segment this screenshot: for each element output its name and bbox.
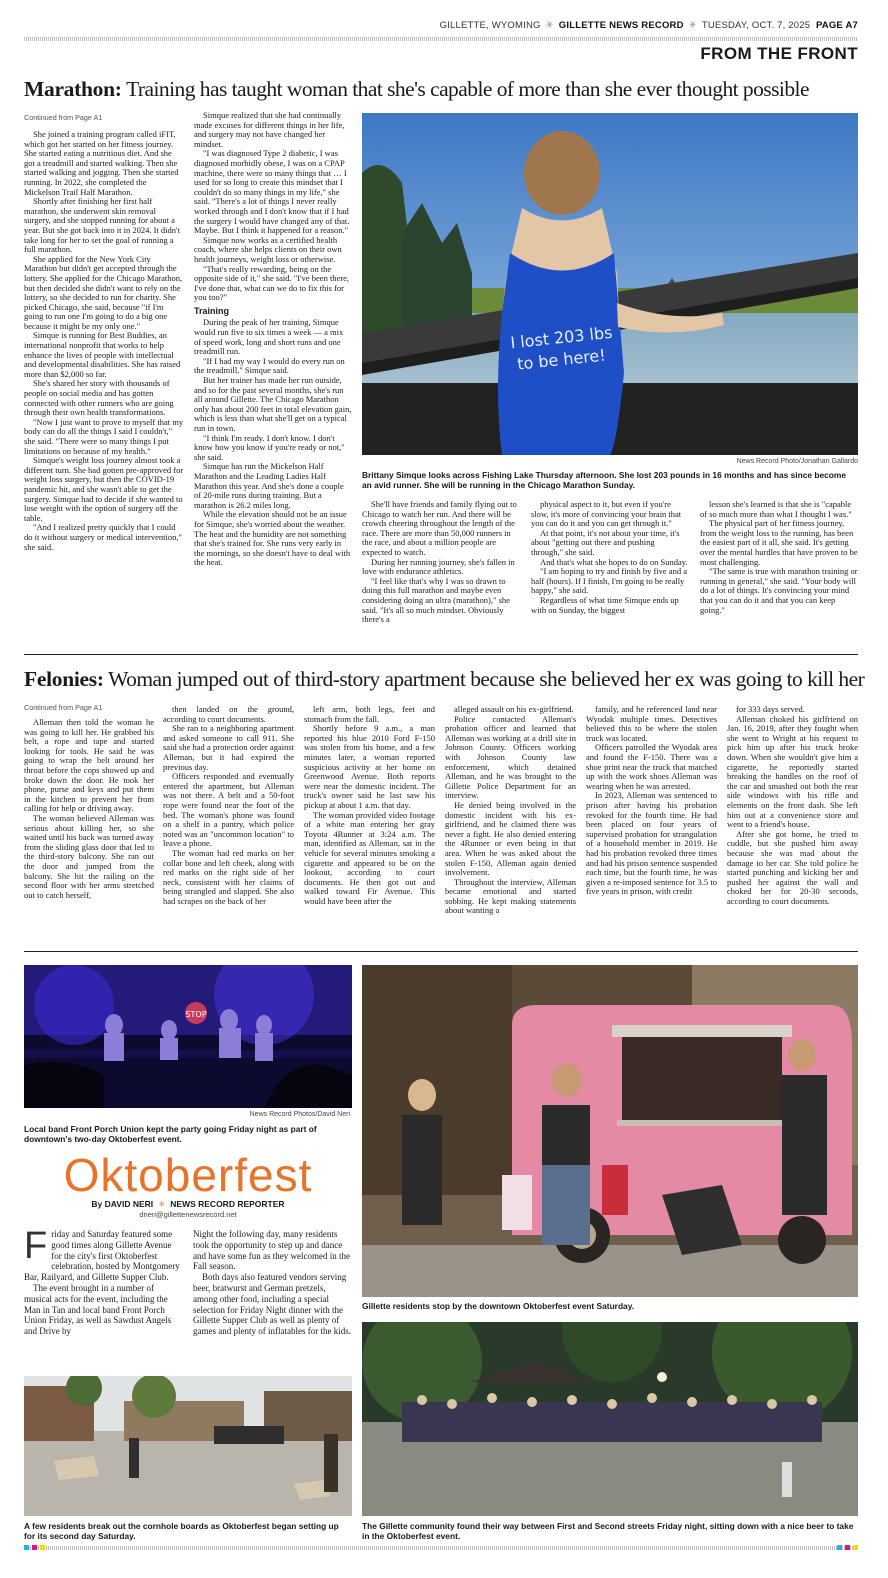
marathon-headline-text: Training has taught woman that she's capable of more than she ever thought possible [126, 77, 809, 101]
paragraph: The woman provided video footage of a white man entering her gray Toyota 4Runner at 3:24 a.m. The man, identified as Alleman, sat in the vehicle for several minutes smoking a cigarette and appeared to be on the lookout, according to court documents. He then got out and walked toward Fir Avenue. This would have been after the [304, 809, 435, 906]
paragraph: Night the following day, many residents took the opportunity to step up and dance and have some fun as they welcomed in the Fall season. [193, 1229, 350, 1272]
marathon-headline[interactable] [24, 76, 858, 102]
felonies-col-6 [727, 705, 858, 944]
section-divider [24, 951, 858, 952]
paragraph: Simque is running for Best Buddies, an international nonprofit that works to help enhance the lives of people with intellectual and developmental disabilities. She has raised more than $2,000 so far. [24, 330, 181, 379]
paragraph: alleged assault on his ex-girlfriend. [454, 705, 574, 714]
paragraph: "I think I'm ready. I don't know. I don't know how you know if you're ready or not," she said. [194, 432, 345, 462]
marathon-kicker: Marathon: [24, 77, 122, 101]
paragraph: Alleman then told the woman he was going to kill her. He grabbed his belt, a rope and tape and started looking for tools. He said he was going to wrap the belt around her throat before the cops showed up and broke down the door. He took her phone, purse and keys and put them in the kitchen to prevent her from calling for help or driving away. [24, 718, 154, 814]
color-registration-marks [24, 1545, 45, 1550]
runner-photo[interactable] [362, 113, 858, 455]
runner-photo-image [362, 113, 858, 455]
oktoberfest-title: Oktoberfest [63, 1149, 313, 1201]
cyan-mark [837, 1545, 842, 1550]
paragraph: "That's really rewarding, being on the opposite side of it," she said. "I've been there, I've done that, what can we do to fix this for you too?" [194, 263, 350, 303]
paragraph: "And I realized pretty quickly that I could do it without surgery or medical intervention," she said. [24, 522, 182, 552]
paragraph: Both days also featured vendors serving beer, bratwurst and German pretzels, among other food, including a special selection for Friday Night dinner with the Gillette Supper Club as well as plenty of games and plenty of inflatables for the kids. [193, 1272, 351, 1337]
paragraph: "The same is true with marathon training or running in general," she said. "Your body will do a lot of things. It's convincing your mind that you can do it and that you can keep going." [700, 566, 858, 615]
magenta-mark [32, 1545, 37, 1550]
band-photo-image [24, 965, 352, 1108]
paragraph: Simque realized that she had continually made excuses for different things in her life, and surgery may not have changed her mindset. [194, 111, 345, 149]
paragraph: At that point, it's not about your time, it's about "getting out there and pushing through," she said. [531, 527, 680, 557]
paragraph: She ran to a neighboring apartment and asked someone to call 911. She said she had a protection order against Alleman, but it had expired the previous day. [163, 723, 294, 772]
byline [24, 1199, 352, 1210]
paragraph: lesson she's learned is that she is "capable of so much more than what I thought I was." [700, 500, 852, 519]
star-icon: ✳ [545, 20, 554, 31]
band-photo-caption: Local band Front Porch Union kept the party going Friday night as part of downtown's two-day Oktoberfest event. [24, 1124, 317, 1144]
runner-photo-credit: News Record Photo/Jonathan Gallardo [736, 458, 858, 465]
folio-page: PAGE A7 [815, 20, 858, 31]
felonies-headline-text: Woman jumped out of third-story apartment because she believed her ex was going to kill her [108, 667, 865, 691]
star-icon: ✳ [158, 1199, 166, 1209]
folio-location: GILLETTE, WYOMING [439, 20, 541, 31]
paragraph: family, and he referenced land near Wyodak multiple times. Detectives believed this to be where the stolen truck was located. [586, 705, 717, 743]
paragraph: She applied for the New York City Marathon but didn't get accepted through the lottery. She applied for the Chicago Marathon, but then decided she didn't want to rely on the lottery, so she decided to run for charity. She picked Chicago, she said, because "if I'm going to run one I'm going to do a big one because it might be my only one." [24, 253, 183, 331]
marathon-col-5 [700, 500, 858, 640]
felonies-col-1 [24, 718, 154, 944]
paragraph: She'll have friends and family flying out to Chicago to watch her run. And there will be crowds cheering throughout the length of the race. There are more than 50,000 runners in the race, and about a million people are expected to watch. [362, 500, 517, 557]
paragraph: left arm, both legs, feet and stomach from the fall. [304, 705, 435, 724]
star-icon: ✳ [688, 20, 697, 31]
paragraph: Simque now works as a certified health coach, where she helps clients on their own health journeys, weight loss or otherwise. [194, 234, 342, 264]
folio-date: TUESDAY, OCT. 7, 2025 [701, 20, 811, 31]
byline-role: NEWS RECORD REPORTER [170, 1199, 285, 1209]
marathon-col-1 [24, 130, 184, 650]
magenta-mark [845, 1545, 850, 1550]
paragraph: then landed on the ground, according to court documents. [163, 705, 294, 724]
paragraph: "I feel like that's why I was so drawn to doing this full marathon and maybe even considering doing an ultra (marathon)," she said. "It's all so much mindset. Obviously there's a [362, 575, 510, 625]
paragraph: The woman believed Alleman was serious about killing her, so she waited until his back was turned away from the sliding glass door that led to the third-story balcony. She ran out the door and jumped from the balcony. She hit the railing on the second floor with her arms stretched out to catch herself, [24, 812, 154, 900]
yellow-mark [40, 1545, 45, 1550]
top-rule [24, 37, 858, 41]
section-title: FROM THE FRONT [700, 44, 858, 63]
paragraph: The woman had red marks on her collar bone and left cheek, along with red marks on the right side of her neck, consistent with her claims of being strangled and slapped. She also had scrapes on the back of her [163, 847, 294, 906]
felonies-col-5 [586, 705, 717, 944]
crowd-photo-caption: The Gillette community found their way between First and Second streets Friday night, sitting down with a nice beer to take in the Oktoberfest event. [362, 1521, 854, 1541]
felonies-headline[interactable] [24, 666, 865, 692]
continued-note: Continued from Page A1 [24, 113, 103, 122]
band-photo[interactable] [24, 965, 352, 1108]
felonies-col-2 [163, 705, 294, 944]
paragraph: She's shared her story with thousands of people on social media and has gotten connected with other runners who are going through their own health transformations. [24, 378, 174, 418]
paragraph: Officers patrolled the Wyodak area and found the F-150. There was a shoe print near the truck that matched up with the work shoes Alleman was wearing when he was arrested. [586, 742, 717, 791]
paragraph: He denied being involved in the domestic incident with his ex-girlfriend, and he claimed there was never a fight. He also denied entering the 4Runner or even being in that area. When he was asked about the stolen F-150, Alleman again denied involvement. [445, 799, 576, 878]
color-registration-marks [837, 1545, 858, 1550]
paragraph: "Now I just want to prove to myself that my body can do all the things I said I couldn't," she said. "There were so many things I put limitations on because of my health." [24, 416, 184, 456]
section-divider [24, 654, 858, 655]
yellow-mark [853, 1545, 858, 1550]
paragraph: Simque has run the Mickelson Half Marathon and the Leading Ladies Half Marathon this year. And she's done a couple of 20-mile runs during training. But a marathon is 26.2 miles long. [194, 461, 344, 510]
paragraph: "If I had my way I would do every run on the treadmill," Simque said. [194, 355, 345, 376]
food-truck-photo-caption: Gillette residents stop by the downtown Oktoberfest event Saturday. [362, 1301, 635, 1311]
paragraph: "I was diagnosed Type 2 diabetic, I was diagnosed morbidly obese, I was on a CPAP machine, there were so many things that … I used for so long to create this mindset that I couldn't do so many things in my life," she said. "There's a lot of things I never really worked through and I don't know that if I had the surgery I would have changed any of that. Maybe. But I think it happened for a reason." [194, 148, 350, 236]
food-truck-photo-image [362, 965, 858, 1297]
subhead-training: Training [194, 305, 230, 316]
paragraph: for 333 days served. [736, 705, 805, 714]
paragraph: The event brought in a number of musical acts for the event, including the Man in Tan and local band Front Porch Union Friday, as well as Sawdust Angels and Drive by [24, 1282, 172, 1337]
byline-author: By DAVID NERI [91, 1199, 154, 1209]
continued-note: Continued from Page A1 [24, 703, 103, 712]
page-folio [440, 20, 858, 31]
paragraph: Regardless of what time Simque ends up with on Sunday, the biggest [531, 594, 679, 615]
food-truck-photo[interactable] [362, 965, 858, 1297]
runner-photo-caption: Brittany Simque looks across Fishing Lake Thursday afternoon. She lost 203 pounds in 16 months and has since become an avid runner. She will be running in the Chicago Marathon Sunday. [362, 470, 847, 490]
cornhole-photo-caption: A few residents break out the cornhole boards as Oktoberfest began setting up for its second day Saturday. [24, 1521, 339, 1541]
dropcap: F [24, 1229, 48, 1267]
folio-paper: GILLETTE NEWS RECORD [558, 20, 684, 31]
paragraph: In 2023, Alleman was sentenced to prison after having his probation revoked for the fourth time. He had been placed on four years of supervised probation for strangulation of a household member in 2019. He had his probation revoked three times and had his prison sentence suspended each time, but the fourth time, he was given a re-imposed sentence for 3.5 to five years in prison, with credit [586, 790, 717, 897]
paragraph: Alleman choked his girlfriend on Jan. 16, 2019, after they fought when she went to Wright at his request to pick him up after his truck broke down. When she wouldn't give him a cigarette, he reportedly started breaking the handles on the roof of the car and smashed out both the rear side windows with his rifle and elements on the front dash. She left him out at a convenience store and went to a friend's house. [727, 713, 858, 830]
paragraph: She joined a training program called iFIT, which got her started on her fitness journey. She started eating a nutritious diet. And she got a treadmill and started walking. Then she started walking and jogging. Then she started running. In 2022, she completed the Mickelson Trail Half Marathon. [24, 130, 179, 197]
reporter-email[interactable]: dneri@gillettenewsrecord.net [139, 1210, 237, 1219]
shirt-text-line-1: I lost 203 lbs [509, 322, 614, 353]
paragraph: The physical part of her fitness journey, from the weight loss to the running, has been the easiest part of it all, she said. It's getting over the mental hurdles that have proven to be most challenging. [700, 518, 858, 567]
cornhole-photo-image [24, 1376, 352, 1516]
felonies-kicker: Felonies: [24, 667, 104, 691]
cyan-mark [24, 1545, 29, 1550]
shirt-text-line-2: to be here! [516, 345, 607, 374]
crowd-photo[interactable] [362, 1322, 858, 1516]
felonies-col-3 [304, 705, 435, 944]
marathon-col-4 [531, 500, 688, 640]
paragraph: Throughout the interview, Alleman became emotional and started sobbing. He kept making statements about wanting a [445, 876, 576, 916]
paragraph: physical aspect to it, but even if you're slow, it's more of convincing your brain that you can do it and you can get through it." [531, 500, 682, 529]
crowd-photo-image [362, 1322, 858, 1516]
paragraph: Police contacted Alleman's probation officer and learned that Alleman was working at a drill site in Johnson County. Officers working with Johnson County law enforcement, which detained Alleman, and he was brought to the Gillette Police Department for an interview. [445, 713, 576, 801]
band-photo-credit: News Record Photos/David Neri [249, 1111, 350, 1118]
stop-sign-text: STOP [185, 1010, 207, 1019]
paragraph: Shortly after finishing her first half marathon, she underwent skin removal surgery, and she stopped running for about a year. But she got back into it in 2024. It didn't take long for her to set the goal of running a full marathon. [24, 196, 180, 255]
paragraph: "I am hoping to try and finish by five and a half (hours). If I finish, I'm going to be really happy," she said. [531, 566, 687, 596]
paragraph: And that's what she hopes to do on Sunday. [540, 556, 688, 567]
oktoberfest-col-2 [193, 1229, 352, 1369]
oktoberfest-col-1 [24, 1229, 182, 1369]
marathon-col-2 [194, 111, 352, 651]
cornhole-photo[interactable] [24, 1376, 352, 1516]
paragraph: While the elevation should not be an issue for Simque, she's worried about the weather. The heat and the humidity are not something that she's trained for. She runs very early in the mornings, so she doesn't have to deal with the heat. [194, 509, 351, 568]
paragraph: During her running journey, she's fallen in love with endurance athletics. [362, 556, 515, 577]
paragraph: But her trainer has made her run outside, and so for the past several months, she's run all around Gillette. The Chicago Marathon only has about 200 feet in total elevation gain, which is less than what she'll get on a typical run in town. [194, 375, 352, 433]
felonies-col-4 [445, 705, 576, 944]
bottom-rule [24, 1546, 858, 1550]
paragraph: Shortly before 9 a.m., a man reported his blue 2010 Ford F-150 was stolen from his home, and a few minutes later, a woman reported suspicious activity at her home on Greenwood Avenue. Both reports were near the domestic incident. The truck's owner said he last saw his pickup at about 1 a.m. that day. [304, 723, 435, 810]
marathon-col-3 [362, 500, 519, 640]
paragraph: During the peak of her training, Simque would run five to six times a week — a mix of speed work, long and short runs and one treadmill run. [194, 317, 344, 357]
paragraph: riday and Saturday featured some good times along Gillette Avenue for the city's first Oktoberfest celebration, hosted by Montgomery Bar, Railyard, and Gillette Supper Club. [24, 1229, 180, 1283]
paragraph: Officers responded and eventually entered the apartment, but Alleman was not there. A belt and a 50-foot rope were found near the foot of the bed. The woman's phone was found on a shelf in a pantry, which police noted was an "uncommon location" to leave a phone. [163, 771, 294, 849]
paragraph: After she got home, he tried to cuddle, but she pushed him away because she was mad about the damage to her car. She told police he started punching and kicking her and pushed her against the wall and choked her for 20-30 seconds, according to court documents. [727, 828, 858, 906]
paragraph: Simque's weight loss journey almost took a different turn. She had gotten pre-approved for weight loss surgery, but then the COVID-19 pandemic hit, and she wasn't able to get the surgery. Simque had to decide if she wanted to lose weight with the option of surgery off the table. [24, 455, 184, 523]
